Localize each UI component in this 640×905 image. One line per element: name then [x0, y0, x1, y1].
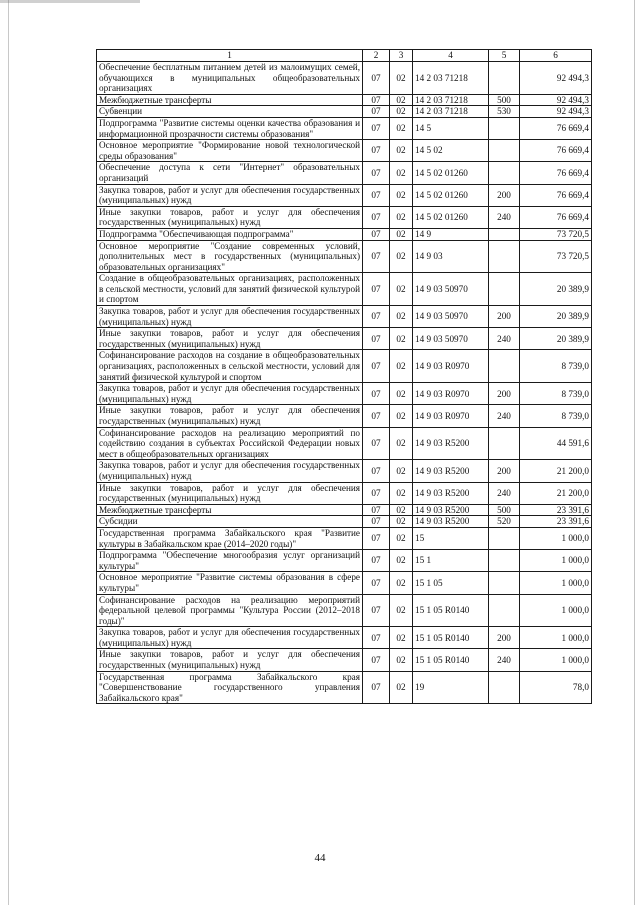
amount-cell: 76 669,4: [520, 184, 592, 206]
row-name-cell: Государственная программа Забайкальского края "Развитие культуры в Забайкальском крае (2014–2020 годы)": [97, 527, 363, 549]
row-name-cell: Основное мероприятие "Развитие системы образования в сфере культуры": [97, 572, 363, 594]
table-row: [97, 350, 592, 383]
table-row: [97, 184, 592, 206]
amount-cell: 20 389,9: [520, 328, 592, 350]
expense-type-cell: [489, 427, 520, 460]
amount-cell: 1 000,0: [520, 627, 592, 649]
row-name-cell: Обеспечение доступа к сети "Интернет" образовательных организаций: [97, 162, 363, 184]
expense-type-cell: 200: [489, 184, 520, 206]
subsection-cell: 02: [390, 62, 413, 95]
target-article-cell: 14 2 03 71218: [413, 62, 489, 95]
section-cell: 07: [363, 427, 390, 460]
target-article-cell: 15 1: [413, 550, 489, 572]
section-cell: 07: [363, 117, 390, 139]
expense-type-cell: [489, 162, 520, 184]
expense-type-cell: [489, 117, 520, 139]
header-col-3: 3: [390, 50, 413, 62]
table-row: [97, 306, 592, 328]
row-name-cell: Иные закупки товаров, работ и услуг для обеспечения государственных (муниципальных) нужд: [97, 328, 363, 350]
target-article-cell: 14 9 03 R0970: [413, 405, 489, 427]
row-name-cell: Подпрограмма "Обеспечивающая подпрограмма": [97, 228, 363, 240]
amount-cell: 73 720,5: [520, 228, 592, 240]
amount-cell: 1 000,0: [520, 572, 592, 594]
expense-type-cell: [489, 273, 520, 306]
row-name-cell: Основное мероприятие "Формирование новой технологической среды образования": [97, 140, 363, 162]
subsection-cell: 02: [390, 350, 413, 383]
amount-cell: 78,0: [520, 671, 592, 704]
amount-cell: 92 494,3: [520, 62, 592, 95]
section-cell: 07: [363, 527, 390, 549]
amount-cell: 92 494,3: [520, 106, 592, 118]
expense-type-cell: [489, 240, 520, 273]
subsection-cell: 02: [390, 460, 413, 482]
section-cell: 07: [363, 62, 390, 95]
expense-type-cell: [489, 350, 520, 383]
amount-cell: 1 000,0: [520, 594, 592, 627]
row-name-cell: Подпрограмма "Обеспечение многообразия услуг организаций культуры": [97, 550, 363, 572]
table-row: [97, 550, 592, 572]
row-name-cell: Софинансирование расходов на реализацию мероприятий по содействию создания в субъектах Российской Федерации новых мест в общеобразовательных организациях: [97, 427, 363, 460]
expense-type-cell: [489, 671, 520, 704]
amount-cell: 76 669,4: [520, 206, 592, 228]
expense-type-cell: 530: [489, 106, 520, 118]
section-cell: 07: [363, 206, 390, 228]
table-row: [97, 527, 592, 549]
subsection-cell: 02: [390, 427, 413, 460]
scan-edge-right: [634, 0, 635, 905]
expense-type-cell: 500: [489, 504, 520, 516]
scan-edge-left: [8, 0, 9, 905]
expense-type-cell: 200: [489, 306, 520, 328]
target-article-cell: 14 9 03 50970: [413, 306, 489, 328]
header-col-6: 6: [520, 50, 592, 62]
header-col-2: 2: [363, 50, 390, 62]
subsection-cell: 02: [390, 383, 413, 405]
row-name-cell: Иные закупки товаров, работ и услуг для обеспечения государственных (муниципальных) нужд: [97, 206, 363, 228]
section-cell: 07: [363, 240, 390, 273]
table-row: [97, 240, 592, 273]
table-row: [97, 140, 592, 162]
section-cell: 07: [363, 228, 390, 240]
expense-type-cell: 240: [489, 482, 520, 504]
row-name-cell: Субвенции: [97, 106, 363, 118]
target-article-cell: 14 9 03 50970: [413, 273, 489, 306]
target-article-cell: 15 1 05 R0140: [413, 627, 489, 649]
table-row: [97, 427, 592, 460]
header-col-1: 1: [97, 50, 363, 62]
table-row: [97, 162, 592, 184]
target-article-cell: 19: [413, 671, 489, 704]
row-name-cell: Субсидии: [97, 516, 363, 528]
target-article-cell: 15 1 05 R0140: [413, 649, 489, 671]
subsection-cell: 02: [390, 306, 413, 328]
section-cell: 07: [363, 350, 390, 383]
subsection-cell: 02: [390, 627, 413, 649]
row-name-cell: Иные закупки товаров, работ и услуг для обеспечения государственных (муниципальных) нужд: [97, 405, 363, 427]
subsection-cell: 02: [390, 206, 413, 228]
row-name-cell: Закупка товаров, работ и услуг для обеспечения государственных (муниципальных) нужд: [97, 460, 363, 482]
subsection-cell: 02: [390, 228, 413, 240]
section-cell: 07: [363, 273, 390, 306]
table-row: [97, 117, 592, 139]
amount-cell: 1 000,0: [520, 649, 592, 671]
subsection-cell: 02: [390, 504, 413, 516]
table-row: [97, 572, 592, 594]
expense-type-cell: 240: [489, 328, 520, 350]
table-row: [97, 94, 592, 106]
expense-type-cell: [489, 572, 520, 594]
amount-cell: 23 391,6: [520, 504, 592, 516]
section-cell: 07: [363, 140, 390, 162]
target-article-cell: 14 5 02 01260: [413, 184, 489, 206]
row-name-cell: Межбюджетные трансферты: [97, 504, 363, 516]
table-row: [97, 516, 592, 528]
section-cell: 07: [363, 460, 390, 482]
target-article-cell: 14 9 03 R0970: [413, 350, 489, 383]
subsection-cell: 02: [390, 273, 413, 306]
row-name-cell: Закупка товаров, работ и услуг для обеспечения государственных (муниципальных) нужд: [97, 383, 363, 405]
subsection-cell: 02: [390, 649, 413, 671]
target-article-cell: 15: [413, 527, 489, 549]
section-cell: 07: [363, 328, 390, 350]
target-article-cell: 14 5: [413, 117, 489, 139]
row-name-cell: Закупка товаров, работ и услуг для обеспечения государственных (муниципальных) нужд: [97, 627, 363, 649]
section-cell: 07: [363, 572, 390, 594]
target-article-cell: 14 9 03 R5200: [413, 504, 489, 516]
target-article-cell: 15 1 05: [413, 572, 489, 594]
expense-type-cell: 240: [489, 649, 520, 671]
amount-cell: 73 720,5: [520, 240, 592, 273]
amount-cell: 21 200,0: [520, 482, 592, 504]
subsection-cell: 02: [390, 106, 413, 118]
expense-type-cell: 200: [489, 460, 520, 482]
row-name-cell: Софинансирование расходов на реализацию мероприятий федеральной целевой программы "Культура России (2012–2018 годы)": [97, 594, 363, 627]
subsection-cell: 02: [390, 550, 413, 572]
expense-type-cell: 520: [489, 516, 520, 528]
subsection-cell: 02: [390, 405, 413, 427]
section-cell: 07: [363, 383, 390, 405]
page-number: 44: [314, 852, 326, 864]
section-cell: 07: [363, 504, 390, 516]
table-row: [97, 671, 592, 704]
table-row: [97, 504, 592, 516]
target-article-cell: 14 5 02 01260: [413, 206, 489, 228]
section-cell: 07: [363, 94, 390, 106]
amount-cell: 8 739,0: [520, 350, 592, 383]
table-body: [97, 62, 592, 704]
amount-cell: 76 669,4: [520, 140, 592, 162]
target-article-cell: 14 9 03 R5200: [413, 460, 489, 482]
target-article-cell: 14 9: [413, 228, 489, 240]
table-row: [97, 273, 592, 306]
row-name-cell: Обеспечение бесплатным питанием детей из малоимущих семей, обучающихся в муниципальных общеобразовательных организациях: [97, 62, 363, 95]
section-cell: 07: [363, 671, 390, 704]
subsection-cell: 02: [390, 572, 413, 594]
subsection-cell: 02: [390, 328, 413, 350]
section-cell: 07: [363, 306, 390, 328]
subsection-cell: 02: [390, 516, 413, 528]
expense-type-cell: 200: [489, 627, 520, 649]
section-cell: 07: [363, 627, 390, 649]
subsection-cell: 02: [390, 240, 413, 273]
target-article-cell: 14 9 03 R5200: [413, 516, 489, 528]
section-cell: 07: [363, 106, 390, 118]
section-cell: 07: [363, 184, 390, 206]
amount-cell: 92 494,3: [520, 94, 592, 106]
row-name-cell: Иные закупки товаров, работ и услуг для обеспечения государственных (муниципальных) нужд: [97, 482, 363, 504]
expense-type-cell: 240: [489, 206, 520, 228]
subsection-cell: 02: [390, 184, 413, 206]
expense-type-cell: 240: [489, 405, 520, 427]
table-row: [97, 405, 592, 427]
expense-type-cell: [489, 550, 520, 572]
expense-type-cell: [489, 228, 520, 240]
target-article-cell: 14 9 03 R5200: [413, 482, 489, 504]
section-cell: 07: [363, 482, 390, 504]
row-name-cell: Закупка товаров, работ и услуг для обеспечения государственных (муниципальных) нужд: [97, 306, 363, 328]
section-cell: 07: [363, 649, 390, 671]
amount-cell: 76 669,4: [520, 162, 592, 184]
row-name-cell: Основное мероприятие "Создание современных условий, дополнительных мест в государственных (муниципальных) образовательных организациях": [97, 240, 363, 273]
row-name-cell: Софинансирование расходов на создание в общеобразовательных организациях, расположенных в сельской местности, условий для занятий физической культурой и спортом: [97, 350, 363, 383]
subsection-cell: 02: [390, 482, 413, 504]
table-row: [97, 106, 592, 118]
target-article-cell: 14 9 03 50970: [413, 328, 489, 350]
table-row: [97, 649, 592, 671]
expense-type-cell: [489, 594, 520, 627]
expense-type-cell: 200: [489, 383, 520, 405]
section-cell: 07: [363, 405, 390, 427]
target-article-cell: 14 5 02: [413, 140, 489, 162]
target-article-cell: 14 9 03 R0970: [413, 383, 489, 405]
table-row: [97, 594, 592, 627]
section-cell: 07: [363, 516, 390, 528]
amount-cell: 1 000,0: [520, 550, 592, 572]
header-col-4: 4: [413, 50, 489, 62]
target-article-cell: 14 9 03 R5200: [413, 427, 489, 460]
amount-cell: 76 669,4: [520, 117, 592, 139]
table-row: [97, 228, 592, 240]
header-col-5: 5: [489, 50, 520, 62]
row-name-cell: Подпрограмма "Развитие системы оценки качества образования и информационной прозрачности системы образования": [97, 117, 363, 139]
amount-cell: 23 391,6: [520, 516, 592, 528]
target-article-cell: 14 2 03 71218: [413, 94, 489, 106]
row-name-cell: Государственная программа Забайкальского края "Совершенствование государственного управления Забайкальского края": [97, 671, 363, 704]
scan-mark-top: [0, 0, 140, 3]
target-article-cell: 15 1 05 R0140: [413, 594, 489, 627]
amount-cell: 20 389,9: [520, 273, 592, 306]
row-name-cell: Межбюджетные трансферты: [97, 94, 363, 106]
amount-cell: 21 200,0: [520, 460, 592, 482]
row-name-cell: Создание в общеобразовательных организациях, расположенных в сельской местности, условий для занятий физической культурой и спортом: [97, 273, 363, 306]
budget-table: [96, 49, 592, 704]
table-row: [97, 206, 592, 228]
table-row: [97, 627, 592, 649]
section-cell: 07: [363, 594, 390, 627]
expense-type-cell: 500: [489, 94, 520, 106]
expense-type-cell: [489, 140, 520, 162]
row-name-cell: Закупка товаров, работ и услуг для обеспечения государственных (муниципальных) нужд: [97, 184, 363, 206]
table-header-row: [97, 50, 592, 62]
amount-cell: 8 739,0: [520, 405, 592, 427]
subsection-cell: 02: [390, 527, 413, 549]
subsection-cell: 02: [390, 671, 413, 704]
table-row: [97, 482, 592, 504]
expense-type-cell: [489, 527, 520, 549]
table-row: [97, 62, 592, 95]
section-cell: 07: [363, 550, 390, 572]
target-article-cell: 14 2 03 71218: [413, 106, 489, 118]
row-name-cell: Иные закупки товаров, работ и услуг для обеспечения государственных (муниципальных) нужд: [97, 649, 363, 671]
subsection-cell: 02: [390, 140, 413, 162]
amount-cell: 1 000,0: [520, 527, 592, 549]
section-cell: 07: [363, 162, 390, 184]
table-row: [97, 383, 592, 405]
table-row: [97, 460, 592, 482]
target-article-cell: 14 5 02 01260: [413, 162, 489, 184]
subsection-cell: 02: [390, 94, 413, 106]
expense-type-cell: [489, 62, 520, 95]
subsection-cell: 02: [390, 162, 413, 184]
amount-cell: 44 591,6: [520, 427, 592, 460]
table-row: [97, 328, 592, 350]
amount-cell: 8 739,0: [520, 383, 592, 405]
subsection-cell: 02: [390, 594, 413, 627]
target-article-cell: 14 9 03: [413, 240, 489, 273]
subsection-cell: 02: [390, 117, 413, 139]
amount-cell: 20 389,9: [520, 306, 592, 328]
